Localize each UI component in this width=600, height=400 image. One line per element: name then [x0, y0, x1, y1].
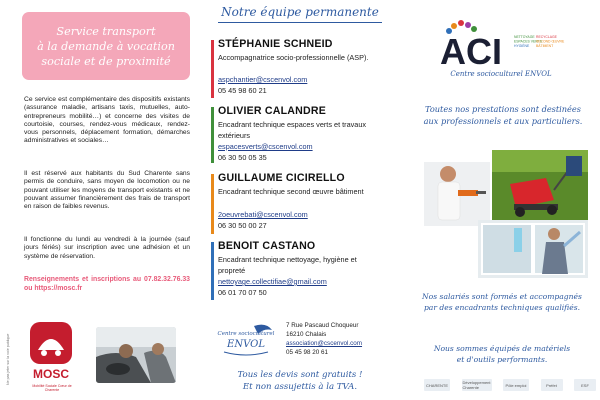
aci-logo-sub: Centre socioculturel ENVOL: [450, 70, 552, 78]
team-member-card: [211, 105, 395, 163]
mosc-logo: [28, 320, 74, 386]
member-accent-bar: [211, 242, 214, 300]
service-description: Ce service est complémentaire des dispositifs existants (assurance maladie, artisans taxis, mutuelles, auto-entrepreneurs mobilité…) et concerne des visites de courtoisie, courses, rendez-vous médicaux, rendez-vous personnels, déplacement formation, démarches administratives et sociales…: [24, 96, 190, 145]
middle-column: [200, 0, 400, 400]
member-name: GUILLAUME CICIRELLO: [218, 172, 345, 184]
member-email-link[interactable]: aspchantier@cscenvol.com: [218, 75, 308, 84]
left-column: [0, 0, 200, 400]
dot-icon: [458, 20, 464, 26]
team-member-card: [211, 172, 395, 234]
legal-notice: Ne pas jeter sur la voie publique: [6, 333, 10, 385]
team-title: Notre équipe permanente: [221, 5, 379, 19]
address-city: 16210 Chalais: [286, 331, 327, 338]
photo-car-interior: [96, 327, 176, 383]
partner-logo: Préfet: [541, 379, 563, 391]
dot-icon: [465, 22, 471, 28]
services-tagline: Toutes nos prestations sont destinées aux professionnels et aux particuliers.: [423, 104, 583, 126]
team-member-card: [211, 38, 395, 98]
wheel-icon: [55, 350, 61, 356]
member-phone: 05 45 98 60 21: [218, 86, 267, 95]
service-banner: [22, 12, 190, 80]
partner-logo: CHARENTE: [424, 379, 450, 391]
aci-logo: [436, 18, 566, 80]
address-email-link[interactable]: association@cscenvol.com: [286, 340, 363, 347]
mosc-logo-text: MOSC: [33, 367, 69, 381]
envol-logo-line2: ENVOL: [227, 339, 265, 350]
partner-logo: ESF: [574, 379, 596, 391]
right-column: [400, 0, 600, 400]
aci-logo-text: ACI: [440, 31, 502, 72]
address-block: [286, 321, 362, 357]
member-role: Encadrant technique second œuvre bâtiment: [218, 187, 364, 196]
wheel-icon: [41, 350, 47, 356]
member-name: BENOIT CASTANO: [218, 240, 316, 252]
training-tagline: Nos salariés sont formés et accompagnés par des encadrants techniques qualifiés.: [422, 292, 582, 312]
photo-window-cleaning: [478, 220, 588, 278]
address-street: 7 Rue Pascaud Choqueur: [286, 322, 359, 329]
member-email-link[interactable]: espacesverts@cscenvol.com: [218, 142, 313, 151]
banner-title: Service transport à la demande à vocation sociale et de proximité: [37, 24, 175, 68]
envol-logo: [214, 320, 278, 360]
mosc-tagline: Mobilité Sociale Cœur de Charente: [32, 384, 72, 392]
member-accent-bar: [211, 174, 214, 234]
member-role: Encadrant technique nettoyage, hygiène et propreté: [218, 255, 357, 275]
member-role: Encadrant technique espaces verts et travaux extérieurs: [218, 120, 367, 140]
member-phone: 06 01 70 07 50: [218, 288, 267, 297]
partner-logos: [424, 378, 596, 392]
team-member-card: [211, 240, 395, 300]
member-email-link[interactable]: nettoyage.collectifiae@gmail.com: [218, 277, 327, 286]
dot-icon: [451, 23, 457, 29]
photo-drill-worker: [424, 162, 490, 226]
envol-logo-line1: Centre socioculturel: [217, 331, 275, 337]
member-email-link[interactable]: 2oeuvrebati@cscenvol.com: [218, 210, 308, 219]
partner-logo: Pôle emploi: [503, 379, 529, 391]
member-role: Accompagnatrice socio-professionnelle (ASP).: [218, 53, 369, 62]
free-quote-notice: Tous les devis sont gratuits ! Et non assujettis à la TVA.: [237, 370, 363, 392]
address-phone: 05 45 98 20 61: [286, 349, 329, 356]
title-underline: [218, 22, 382, 23]
member-accent-bar: [211, 107, 214, 163]
member-phone: 06 30 50 05 35: [218, 153, 267, 162]
member-name: OLIVIER CALANDRE: [218, 105, 326, 117]
member-name: STÉPHANIE SCHNEID: [218, 38, 333, 50]
car-photo-illustration: [96, 327, 176, 383]
member-phone: 06 30 50 00 27: [218, 221, 267, 230]
aci-logo-legend: NETTOYAGE RECYCLAGE ESPACES VERTS SECOND ŒUVRE HYGIÈNE BÂTIMENT: [514, 35, 565, 48]
eligibility-text: Il est réservé aux habitants du Sud Charente sans permis de conduire, sans moyen de locomotion ou ne pouvant utiliser les moyens de transport existants et ne pouvant assumer financièrement des frais de transport en raison de faibles revenus.: [24, 170, 190, 211]
equipment-tagline: Nous sommes équipés de matériels et d'outils performants.: [433, 344, 571, 364]
partner-logo: Développement Charente: [462, 380, 491, 390]
schedule-text: Il fonctionne du lundi au vendredi à la journée (sauf jours fériés) sur inscription avec une adhésion et un système de réservation.: [24, 236, 190, 260]
photo-lawn-mower: [492, 150, 588, 224]
photo-collage: [418, 150, 588, 278]
member-accent-bar: [211, 40, 214, 98]
contact-info: Renseignements et inscriptions au 07.82.32.76.33 ou https://mosc.fr: [24, 276, 190, 292]
